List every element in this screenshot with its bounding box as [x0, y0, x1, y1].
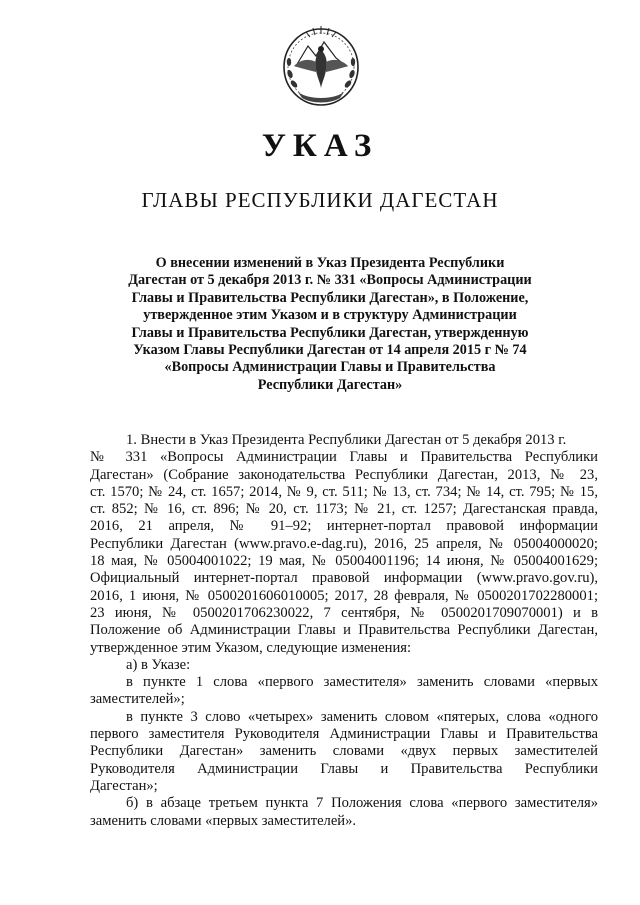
body-line: б) в абзаце третьем пункта 7 Положения слова «первого заместителя»: [126, 795, 598, 812]
body-line: ст. 1570; № 24, ст. 1657; 2014, № 9, ст. 511; № 13, ст. 734; № 14, ст. 795; № 15,: [90, 483, 598, 500]
body-line: 1. Внести в Указ Президента Республики Дагестан от 5 декабря 2013 г.: [126, 432, 567, 448]
body-line: 2016, 21 апреля, № 91–92; интернет-портал правовой информации: [90, 518, 598, 535]
heading-line: О внесении изменений в Указ Президента Республики: [155, 255, 505, 271]
heading-line: утвержденное этим Указом и в структуру Администрации: [143, 307, 517, 324]
body-line: заменить словами «первых заместителей».: [90, 812, 357, 829]
body-line: первого заместителя Руководителя Администрации Главы и Правительства: [90, 726, 598, 743]
body-line: 2016, 1 июня, № 0500201606010005; 2017, 28 февраля, № 0500201702280001;: [90, 587, 598, 604]
body-line: заместителей»;: [90, 691, 185, 708]
coat-of-arms-icon: [280, 22, 362, 108]
body-line: а) в Указе:: [126, 656, 191, 673]
body-line: Дагестан»;: [90, 777, 158, 794]
body-line: в пункте 1 слова «первого заместителя» заменить словами «первых: [126, 674, 598, 691]
heading-line: Указом Главы Республики Дагестан от 14 апреля 2015 г № 74: [133, 342, 527, 359]
body-line: Дагестан» (Собрание законодательства Республики Дагестан, 2013, № 23,: [90, 466, 598, 483]
document-body: [90, 432, 598, 830]
heading-line: Дагестан от 5 декабря 2013 г. № 331 «Вопросы Администрации: [128, 272, 532, 289]
document-title: УКАЗ: [261, 128, 379, 164]
body-line: 23 июня, № 0500201706230022, 7 сентября, № 0500201709070001) и в: [90, 604, 598, 621]
body-line: № 331 «Вопросы Администрации Главы и Правительства Республики: [90, 449, 598, 466]
document-subtitle: ГЛАВЫ РЕСПУБЛИКИ ДАГЕСТАН: [141, 188, 499, 212]
body-line: Положение об Администрации Главы и Правительства Республики Дагестан,: [90, 622, 598, 639]
body-line: 18 мая, № 05004001022; 19 мая, № 05004001196; 14 июня, № 05004001629;: [90, 553, 598, 570]
heading-line: Главы и Правительства Республики Дагестан, утвержденную: [131, 324, 529, 341]
body-line: в пункте 3 слово «четырех» заменить словом «пятерых, слова «одного: [126, 708, 598, 725]
heading-line: Главы и Правительства Республики Дагестан», в Положение,: [131, 289, 529, 306]
document-heading: [110, 255, 550, 394]
heading-line: Республики Дагестан»: [257, 376, 403, 393]
body-line: Руководителя Администрации Главы и Правительства Республики: [90, 760, 598, 777]
body-line: Республики Дагестан (www.pravo.e-dag.ru), 2016, 25 апреля, № 05004000020;: [90, 535, 598, 552]
body-line: Республики Дагестан» заменить словами «двух первых заместителей: [90, 743, 598, 760]
body-line: утвержденное этим Указом, следующие изменения:: [90, 639, 412, 656]
body-line: Официальный интернет-портал правовой информации (www.pravo.gov.ru),: [90, 570, 598, 587]
heading-line: «Вопросы Администрации Главы и Правительства: [164, 359, 496, 376]
body-line: ст. 852; № 16, ст. 896; № 20, ст. 1173; № 21, ст. 1257; Дагестанская правда,: [90, 501, 598, 518]
